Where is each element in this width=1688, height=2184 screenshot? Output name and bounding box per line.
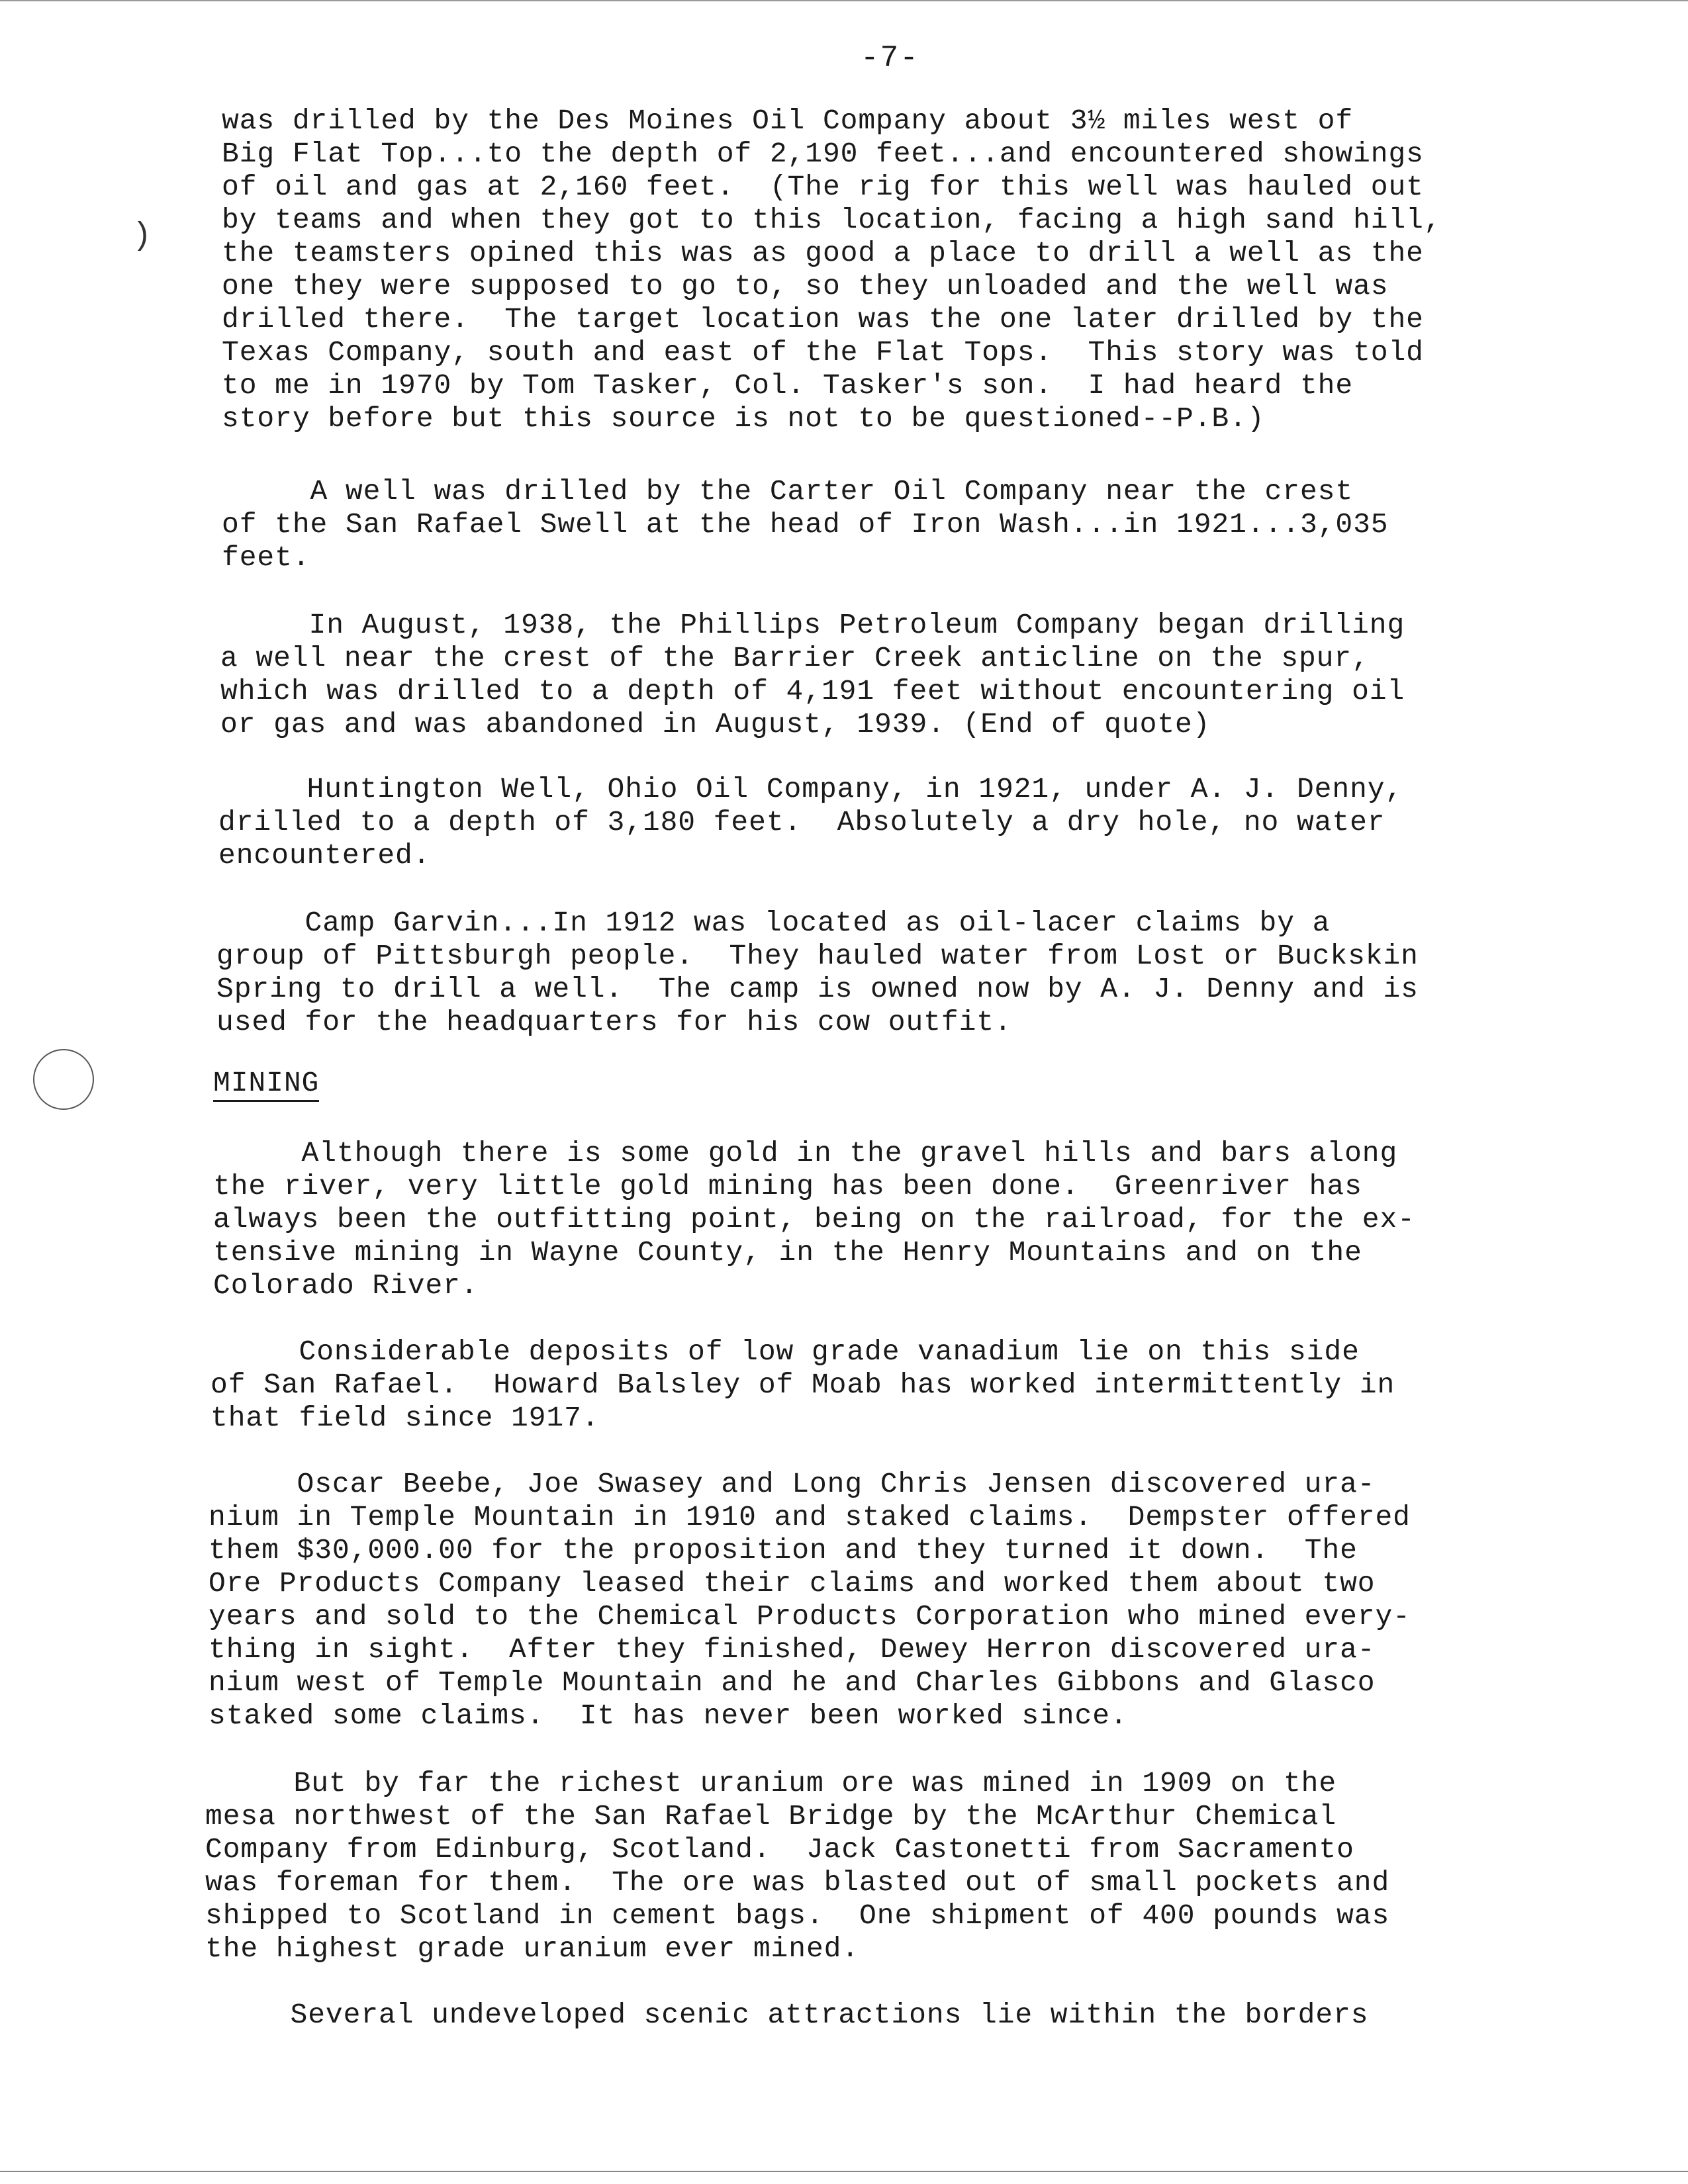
text-line: Huntington Well, Ohio Oil Company, in 1921, under A. J. Denny, [218, 773, 1403, 805]
text-line: In August, 1938, the Phillips Petroleum Company began drilling [220, 609, 1405, 641]
text-line: Although there is some gold in the gravel hills and bars along [213, 1137, 1398, 1169]
text-line: of oil and gas at 2,160 feet. (The rig for this well was hauled out [222, 171, 1424, 203]
text-line: by teams and when they got to this location, facing a high sand hill, [222, 204, 1442, 236]
bottom-edge [0, 2171, 1688, 2172]
punch-hole [33, 1049, 94, 1110]
page-number: -7- [861, 41, 919, 75]
text-line: nium west of Temple Mountain and he and Charles Gibbons and Glasco [209, 1666, 1376, 1699]
text-line: which was drilled to a depth of 4,191 feet without encountering oil [220, 675, 1405, 707]
text-line: a well near the crest of the Barrier Creek anticline on the spur, [220, 642, 1370, 674]
text-line: But by far the richest uranium ore was mined in 1909 on the [205, 1767, 1337, 1799]
text-line: A well was drilled by the Carter Oil Company near the crest [222, 475, 1354, 508]
text-line: Considerable deposits of low grade vanadium lie on this side [211, 1336, 1360, 1368]
text-line: thing in sight. After they finished, Dewey Herron discovered ura- [209, 1633, 1376, 1666]
text-line: of San Rafael. Howard Balsley of Moab has worked intermittently in [211, 1369, 1395, 1401]
text-line: the highest grade uranium ever mined. [205, 1933, 860, 1965]
text-line: Oscar Beebe, Joe Swasey and Long Chris Jensen discovered ura- [209, 1468, 1376, 1500]
text-line: or gas and was abandoned in August, 1939. (End of quote) [220, 708, 1211, 741]
text-line: Several undeveloped scenic attractions lie within the borders [202, 1999, 1369, 2031]
text-line: shipped to Scotland in cement bags. One shipment of 400 pounds was [205, 1899, 1390, 1932]
text-line: drilled to a depth of 3,180 feet. Absolutely a dry hole, no water [218, 806, 1385, 839]
text-line: nium in Temple Mountain in 1910 and staked claims. Dempster offered [209, 1501, 1411, 1533]
text-line: feet. [222, 541, 310, 574]
text-line: staked some claims. It has never been worked since. [209, 1700, 1128, 1732]
text-line: one they were supposed to go to, so they unloaded and the well was [222, 270, 1389, 302]
text-line: used for the headquarters for his cow outfit. [216, 1006, 1012, 1038]
text-line: the teamsters opined this was as good a place to drill a well as the [222, 237, 1424, 269]
text-line: encountered. [218, 839, 431, 872]
text-line: Big Flat Top...to the depth of 2,190 feet...and encountered showings [222, 138, 1424, 170]
text-line: Spring to drill a well. The camp is owned now by A. J. Denny and is [216, 973, 1419, 1005]
margin-mark: ) [132, 218, 152, 254]
text-line: tensive mining in Wayne County, in the Henry Mountains and on the [213, 1236, 1362, 1269]
text-line: that field since 1917. [211, 1402, 600, 1434]
section-heading-mining: MINING [213, 1067, 319, 1102]
text-line: them $30,000.00 for the proposition and they turned it down. The [209, 1534, 1358, 1567]
text-line: Texas Company, south and east of the Flat Tops. This story was told [222, 336, 1424, 369]
text-line: of the San Rafael Swell at the head of Iron Wash...in 1921...3,035 [222, 508, 1389, 541]
text-line: mesa northwest of the San Rafael Bridge by the McArthur Chemical [205, 1800, 1337, 1833]
top-edge [0, 0, 1688, 1]
text-line: was foreman for them. The ore was blasted out of small pockets and [205, 1866, 1390, 1899]
text-line: drilled there. The target location was the one later drilled by the [222, 303, 1424, 336]
text-line: years and sold to the Chemical Products Corporation who mined every- [209, 1600, 1411, 1633]
text-line: was drilled by the Des Moines Oil Company about 3½ miles west of [222, 105, 1354, 137]
text-line: always been the outfitting point, being on the railroad, for the ex- [213, 1203, 1415, 1236]
text-line: Company from Edinburg, Scotland. Jack Castonetti from Sacramento [205, 1833, 1354, 1866]
text-line: group of Pittsburgh people. They hauled water from Lost or Buckskin [216, 940, 1419, 972]
text-line: story before but this source is not to be questioned--P.B.) [222, 402, 1265, 435]
text-line: Camp Garvin...In 1912 was located as oil-lacer claims by a [216, 907, 1331, 939]
text-line: the river, very little gold mining has been done. Greenriver has [213, 1170, 1362, 1203]
text-line: Ore Products Company leased their claims and worked them about two [209, 1567, 1376, 1600]
text-line: Colorado River. [213, 1269, 479, 1302]
text-line: to me in 1970 by Tom Tasker, Col. Tasker's son. I had heard the [222, 369, 1354, 402]
